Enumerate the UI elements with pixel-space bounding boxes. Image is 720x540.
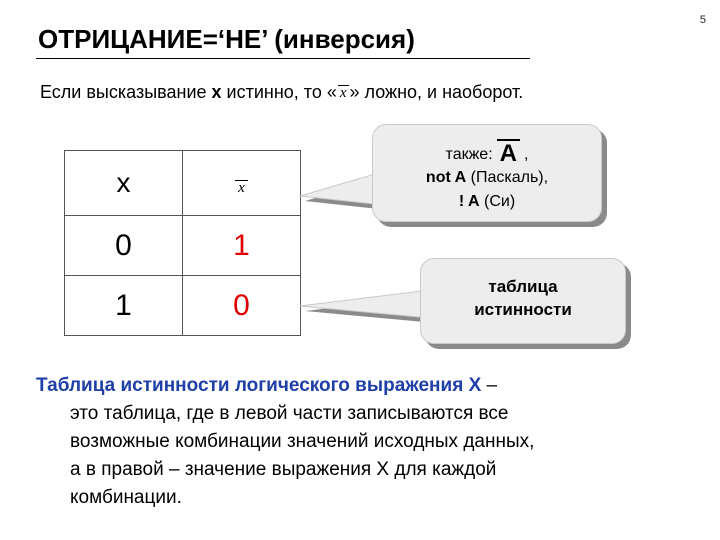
definition-term: Таблица истинности логического выражения X: [36, 375, 482, 396]
slide-title: ОТРИЦАНИЕ=‘НЕ’ (инверсия): [38, 24, 415, 54]
truth-table-cell: 1: [65, 276, 183, 336]
intro-prefix: Если высказывание: [40, 82, 212, 102]
truth-table-callout-line2: истинности: [474, 300, 572, 319]
truth-table-cell: 0: [183, 276, 301, 336]
intro-middle: истинно, то «: [221, 82, 337, 102]
truth-table-cell: 1: [183, 216, 301, 276]
notation-callout-pascal: not A (Паскаль),: [425, 169, 549, 186]
slide-number: 5: [699, 14, 706, 26]
definition-line: возможные комбинации значений исходных данных,: [70, 431, 535, 452]
intro-negated-var: x: [339, 85, 347, 101]
notation-callout: [372, 124, 602, 222]
truth-table-callout: [420, 258, 626, 344]
definition-line: комбинации.: [70, 487, 182, 508]
truth-table-cell: 0: [65, 216, 183, 276]
truth-table-callout-line1: таблица: [488, 277, 558, 296]
negated-a-symbol: A: [497, 139, 520, 167]
definition-line: это таблица, где в левой части записываются все: [70, 403, 509, 424]
truth-table-header-x: x: [65, 151, 183, 216]
intro-suffix: » ложно, и наоборот.: [349, 82, 524, 102]
notation-callout-line1: также: A ,: [445, 140, 529, 167]
definition-dash: –: [481, 375, 498, 396]
truth-table-header-not-x: x: [183, 151, 301, 216]
definition-paragraph: [36, 372, 676, 512]
notation-callout-c: ! A (Си): [458, 193, 516, 210]
intro-var: x: [211, 82, 222, 102]
definition-line: а в правой – значение выражения X для каждой: [70, 459, 497, 480]
